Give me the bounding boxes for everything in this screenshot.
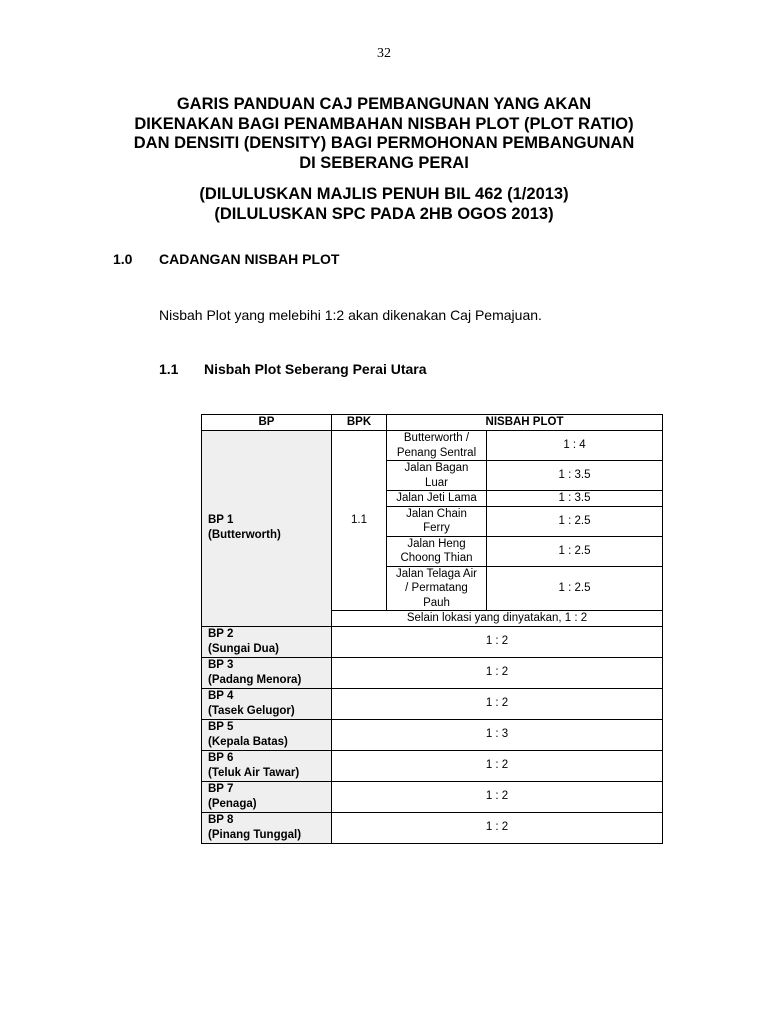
location-line: Penang Sentral (396, 446, 477, 459)
plot-ratio-table (201, 414, 663, 844)
bp-cell (202, 750, 332, 781)
bpk-cell: 1.1 (332, 431, 387, 611)
ratio-cell: 1 : 2.5 (487, 566, 663, 611)
location-line: Luar (424, 476, 449, 489)
location-cell (387, 491, 487, 507)
bp-area: (Sungai Dua) (208, 642, 279, 655)
bp-name: BP 3 (208, 658, 234, 671)
location-cell (387, 506, 487, 536)
page-number: 32 (377, 46, 391, 61)
bp-name: BP 2 (208, 627, 234, 640)
location-line: Jalan Chain (406, 507, 467, 520)
bp-cell (202, 688, 332, 719)
section-heading (113, 251, 339, 267)
document-title (84, 95, 684, 173)
location-line: Ferry (423, 522, 450, 534)
location-line: Jalan Bagan (404, 462, 469, 474)
table-row (202, 688, 663, 719)
table-row (202, 719, 663, 750)
table-row (202, 431, 663, 461)
section-title: CADANGAN NISBAH PLOT (159, 251, 340, 267)
bp-name: BP 6 (208, 751, 234, 764)
bp-area: (Butterworth) (208, 529, 281, 542)
section-number: 1.0 (113, 251, 133, 267)
bp-name: BP 1 (208, 514, 234, 527)
ratio-cell: 1 : 3 (332, 719, 663, 750)
header-bp: BP (202, 415, 332, 431)
location-line: / Permatang (405, 582, 468, 594)
bp-cell (202, 812, 332, 843)
approval-line: (DILULUSKAN MAJLIS PENUH BIL 462 (1/2013) (199, 185, 569, 203)
location-line: Jalan Heng (407, 537, 466, 550)
bp-name: BP 8 (208, 813, 234, 826)
bp-cell (202, 719, 332, 750)
bp-area: (Kepala Batas) (208, 735, 288, 748)
table-row (202, 626, 663, 657)
ratio-cell: 1 : 2.5 (487, 506, 663, 536)
location-cell (387, 431, 487, 461)
bp-name: BP 4 (208, 689, 234, 702)
approval-notes (84, 184, 684, 224)
bp-area: (Pinang Tunggal) (208, 828, 302, 841)
bp-name: BP 5 (208, 720, 234, 733)
table-header-row (202, 415, 663, 431)
bp-area: (Teluk Air Tawar) (208, 766, 300, 779)
ratio-cell: 1 : 3.5 (487, 461, 663, 491)
table-row (202, 812, 663, 843)
location-line: Jalan Jeti Lama (396, 492, 477, 504)
ratio-cell: 1 : 2 (332, 781, 663, 812)
location-cell (387, 566, 487, 611)
ratio-cell: 1 : 2.5 (487, 536, 663, 566)
ratio-cell: 1 : 2 (332, 688, 663, 719)
bp1-cell (202, 431, 332, 627)
location-line: Jalan Telaga Air (396, 567, 477, 580)
ratio-cell: 1 : 2 (332, 657, 663, 688)
ratio-cell: 1 : 4 (487, 431, 663, 461)
header-bpk: BPK (332, 415, 387, 431)
ratio-cell: 1 : 2 (332, 626, 663, 657)
location-line: Pauh (423, 596, 450, 609)
title-line: DAN DENSITI (DENSITY) BAGI PERMOHONAN PEMBANGUNAN (133, 134, 635, 152)
table-row (202, 781, 663, 812)
title-line: DIKENAKAN BAGI PENAMBAHAN NISBAH PLOT (PLOT RATIO) (134, 114, 634, 133)
table-row (202, 750, 663, 781)
intro-paragraph: Nisbah Plot yang melebihi 1:2 akan dikenakan Caj Pemajuan. (159, 307, 542, 323)
subsection-heading (159, 361, 427, 377)
other-locations-cell: Selain lokasi yang dinyatakan, 1 : 2 (332, 611, 663, 627)
subsection-title: Nisbah Plot Seberang Perai Utara (204, 361, 427, 377)
header-nisbah-plot: NISBAH PLOT (387, 415, 663, 431)
ratio-cell: 1 : 2 (332, 812, 663, 843)
location-cell (387, 461, 487, 491)
ratio-cell: 1 : 3.5 (487, 491, 663, 507)
title-line: GARIS PANDUAN CAJ PEMBANGUNAN YANG AKAN (176, 95, 592, 113)
bp-name: BP 7 (208, 782, 234, 795)
bp-area: (Penaga) (208, 797, 257, 810)
bp-cell (202, 781, 332, 812)
bp-area: (Padang Menora) (208, 673, 302, 686)
location-line: Butterworth / (403, 432, 470, 444)
location-line: Choong Thian (400, 552, 473, 564)
bp-cell (202, 657, 332, 688)
bp-area: (Tasek Gelugor) (208, 704, 295, 717)
subsection-number: 1.1 (159, 361, 179, 377)
bp-cell (202, 626, 332, 657)
table-row (202, 657, 663, 688)
approval-line: (DILULUSKAN SPC PADA 2HB OGOS 2013) (214, 205, 554, 223)
title-line: DI SEBERANG PERAI (299, 153, 469, 172)
ratio-cell: 1 : 2 (332, 750, 663, 781)
location-cell (387, 536, 487, 566)
